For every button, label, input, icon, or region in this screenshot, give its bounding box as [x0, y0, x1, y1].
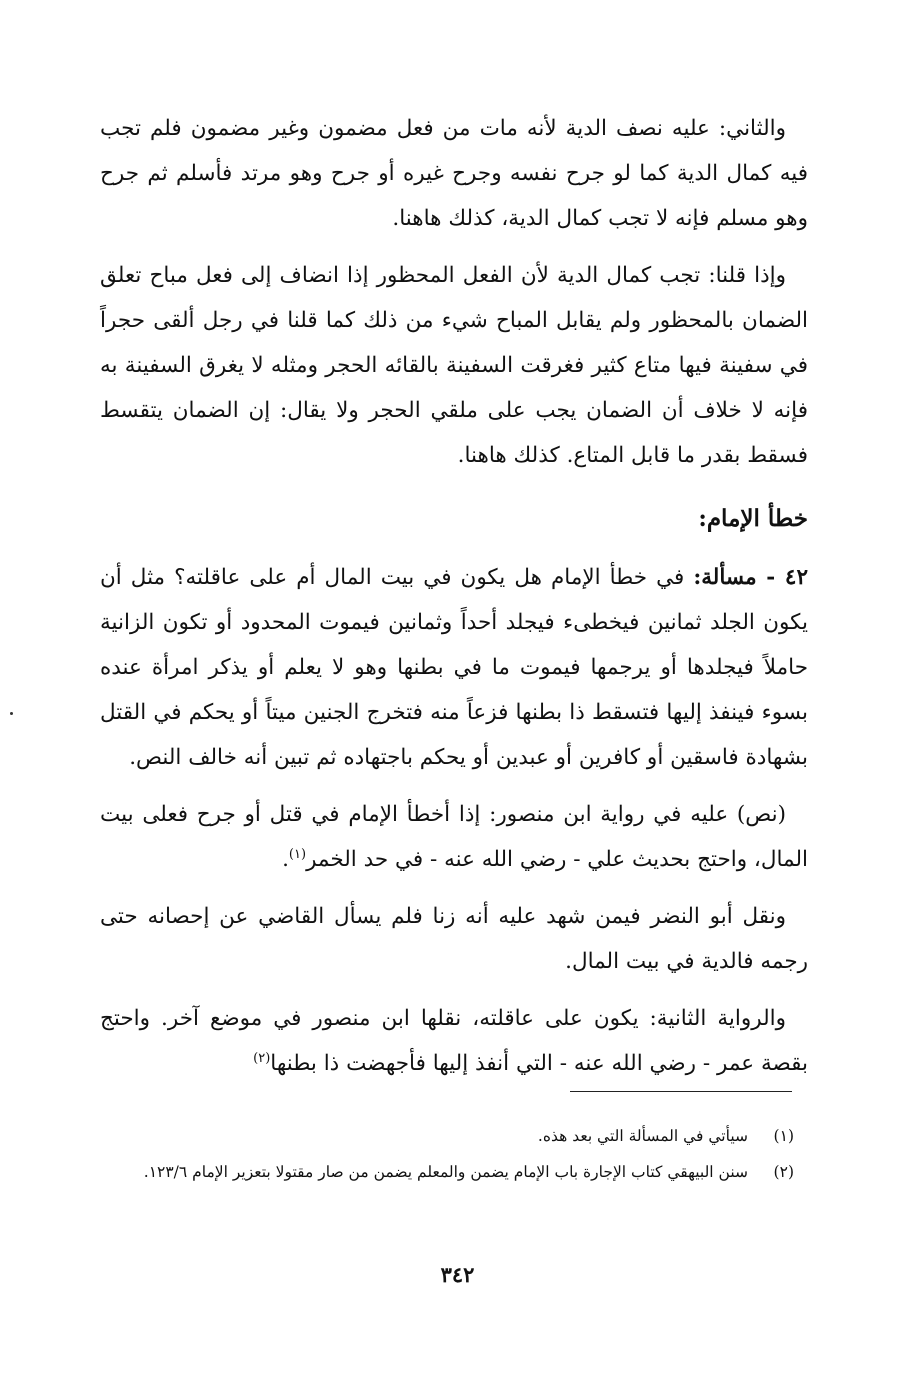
scan-speck [10, 712, 13, 715]
issue-text: في خطأ الإمام هل يكون في بيت المال أم على عاقلته؟ مثل أن يكون الجلد ثمانين فيخطىء فيجلد أحداً وثمانين فيموت المحدود أو تكون الزانية حاملاً فيجلدها أو يرجمها فيموت ما في بطنها وهو لا يعلم أو يذكر امرأة عنده بسوء فينفذ إليها فتسقط ذا بطنها فزعاً منه فتخرج الجنين ميتاً أو يحكم في القتل بشهادة فاسقين أو كافرين أو عبدين أو يحكم باجتهاده ثم تبين أنه خالف النص. [100, 565, 808, 770]
text-narration-body: (نص) عليه في رواية ابن منصور: إذا أخطأ الإمام في قتل أو جرح فعلى بيت المال، واحتج بحديث علي - رضي الله عنه - في حد الخمر [100, 802, 808, 872]
footnote-number: (١) [773, 1127, 794, 1145]
footnote-number: (٢) [773, 1163, 794, 1181]
page-body [100, 106, 808, 1098]
text-narration-end: . [282, 847, 289, 872]
paragraph-second-narration [100, 996, 808, 1086]
footnote-text: سنن البيهقي كتاب الإجارة باب الإمام يضمن والمعلم يضمن من صار مقتولا بتعزير الإمام ١٢٣/٦. [143, 1163, 748, 1181]
footnote-item [100, 1156, 794, 1188]
page-number: ٣٤٢ [440, 1262, 475, 1287]
footnote-ref-2: (٢) [253, 1050, 271, 1066]
footnote-text: سيأتي في المسألة التي بعد هذه. [537, 1127, 748, 1145]
paragraph-text-narration [100, 792, 808, 882]
section-heading: خطأ الإمام: [698, 505, 808, 532]
paragraph-second-opinion: والثاني: عليه نصف الدية لأنه مات من فعل مضمون وغير مضمون فلم تجب فيه كمال الدية كما لو جرح نفسه وجرح غيره أو جرح وهو مرتد فأسلم ثم جرح وهو مسلم فإنه لا تجب كمال الدية، كذلك هاهنا. [100, 116, 808, 231]
paragraph-abu-nadr: ونقل أبو النضر فيمن شهد عليه أنه زنا فلم يسأل القاضي عن إحصانه حتى رجمه فالدية في بيت المال. [100, 904, 808, 974]
footnote-item [100, 1120, 794, 1152]
issue-label: ٤٢ - مسألة: [693, 565, 808, 590]
paragraph-full-diya: وإذا قلنا: تجب كمال الدية لأن الفعل المحظور إذا انضاف إلى فعل مباح تعلق الضمان بالمحظور ولم يقابل المباح شيء من ذلك كما قلنا في رجل ألقى حجراً في سفينة فيها متاع كثير فغرقت السفينة بالقائه الحجر ومثله لا يغرق السفينة به فإنه لا خلاف أن الضمان يجب على ملقي الحجر ولا يقال: إن الضمان يتقسط فسقط بقدر ما قابل المتاع. كذلك هاهنا. [100, 263, 808, 468]
footnote-ref-1: (١) [288, 846, 307, 862]
footnotes [100, 1120, 794, 1192]
second-narration-body: والرواية الثانية: يكون على عاقلته، نقلها ابن منصور في موضع آخر. واحتج بقصة عمر - رضي الله عنه - التي أنفذ إليها فأجهضت ذا بطنها [100, 1006, 808, 1076]
issue-42 [100, 555, 808, 780]
footnote-divider [570, 1091, 792, 1092]
